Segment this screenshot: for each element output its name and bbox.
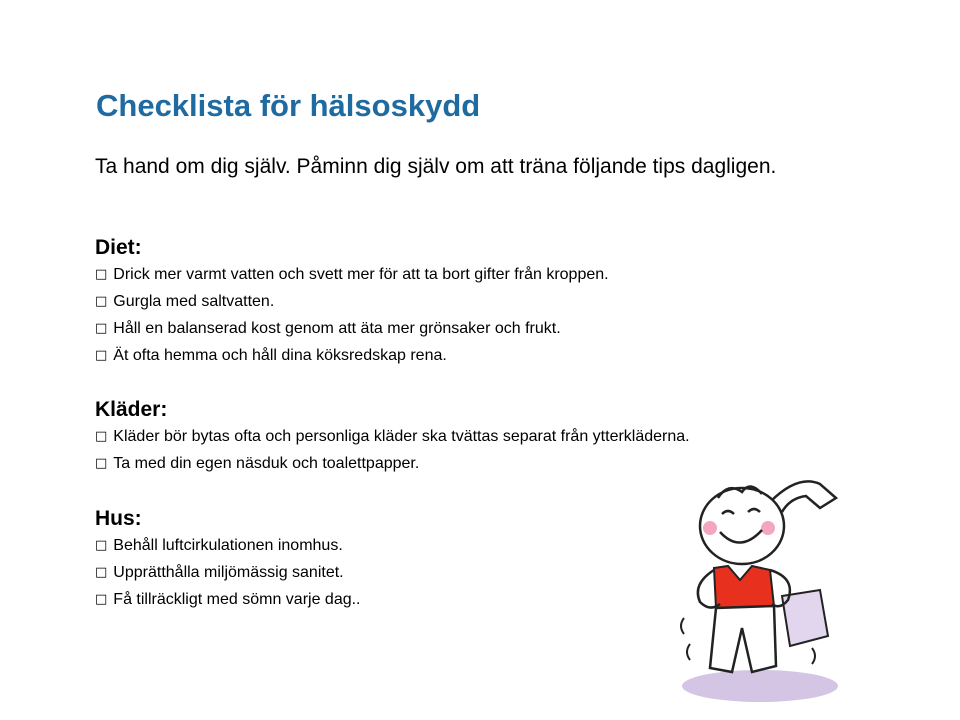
- page-title: Checklista för hälsoskydd: [96, 88, 481, 123]
- checkbox-icon: □: [95, 565, 108, 580]
- checkbox-icon: □: [95, 538, 108, 553]
- list-item: □ Drick mer varmt vatten och svett mer för att ta bort gifter från kroppen.: [95, 266, 609, 283]
- checkbox-icon: □: [95, 348, 108, 363]
- list-item: □ Få tillräckligt med sömn varje dag..: [95, 591, 361, 608]
- cartoon-child-illustration: [670, 468, 850, 708]
- checkbox-icon: □: [95, 267, 108, 282]
- list-item: □ Behåll luftcirkulationen inomhus.: [95, 537, 343, 554]
- section-hus: [95, 505, 361, 614]
- list-item: □ Gurgla med saltvatten.: [95, 293, 275, 310]
- checklist: [95, 533, 361, 614]
- list-item: □ Ta med din egen näsduk och toalettpapper.: [95, 455, 420, 472]
- checkbox-icon: □: [95, 456, 108, 471]
- list-item: □ Upprätthålla miljömässig sanitet.: [95, 564, 344, 581]
- section-diet: [95, 234, 609, 370]
- section-heading: Diet:: [95, 236, 142, 259]
- section-heading: Kläder:: [95, 398, 168, 421]
- checkbox-icon: □: [95, 429, 108, 444]
- checklist: [95, 262, 609, 370]
- intro-text: Ta hand om dig själv. Påminn dig själv om att träna följande tips dagligen.: [95, 155, 777, 178]
- checklist: [95, 424, 690, 478]
- checkbox-icon: □: [95, 592, 108, 607]
- checkbox-icon: □: [95, 294, 108, 309]
- section-heading: Hus:: [95, 507, 142, 530]
- list-item: □ Kläder bör bytas ofta och personliga kläder ska tvättas separat från ytterkläderna.: [95, 428, 690, 445]
- checkbox-icon: □: [95, 321, 108, 336]
- list-item: □ Ät ofta hemma och håll dina köksredskap rena.: [95, 347, 447, 364]
- section-klader: [95, 396, 690, 478]
- list-item: □ Håll en balanserad kost genom att äta mer grönsaker och frukt.: [95, 320, 561, 337]
